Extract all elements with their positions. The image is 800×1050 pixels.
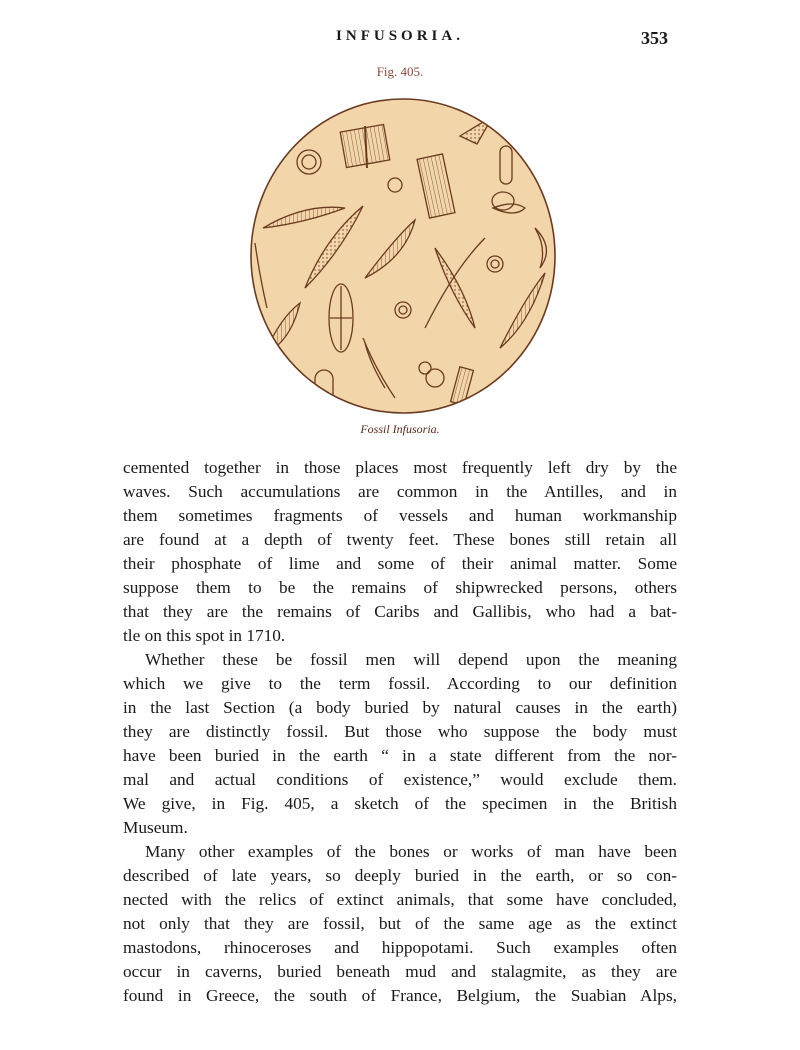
text-line: they are distinctly fossil. But those who suppose the body must [123, 722, 677, 741]
page-number: 353 [641, 28, 668, 48]
microscope-field [251, 99, 555, 413]
text-line: Many other examples of the bones or works of man have been [145, 842, 677, 861]
paragraph-2 [123, 648, 677, 840]
text-line: mal and actual conditions of existence,” would exclude them. [123, 770, 677, 789]
text-line: Whether these be fossil men will depend upon the meaning [145, 650, 677, 669]
text-line: which we give to the term fossil. According to our definition [123, 674, 677, 693]
text-line: found in Greece, the south of France, Belgium, the Suabian Alps, [123, 986, 677, 1005]
text-line: nected with the relics of extinct animals, that some have concluded, [123, 890, 677, 909]
text-line: cemented together in those places most frequently left dry by the [123, 458, 677, 477]
text-line: occur in caverns, buried beneath mud and stalagmite, as they are [123, 962, 677, 981]
text-line: We give, in Fig. 405, a sketch of the specimen in the British [123, 794, 677, 813]
figure-caption: Fossil Infusoria. [360, 422, 440, 436]
text-line: suppose them to be the remains of shipwrecked persons, others [123, 578, 677, 597]
fossil-infusoria-illustration [245, 88, 565, 418]
text-line: their phosphate of lime and some of their animal matter. Some [123, 554, 677, 573]
text-line: described of late years, so deeply buried in the earth, or so con- [123, 866, 677, 885]
text-line: mastodons, rhinoceroses and hippopotami. Such examples often [123, 938, 677, 957]
text-line: in the last Section (a body buried by natural causes in the earth) [123, 698, 677, 717]
paragraph-3 [123, 840, 677, 1008]
body-text [123, 456, 677, 1008]
text-line: them sometimes fragments of vessels and human workmanship [123, 506, 677, 525]
text-line: are found at a depth of twenty feet. These bones still retain all [123, 530, 677, 549]
text-line: that they are the remains of Caribs and Gallibis, who had a bat- [123, 602, 677, 621]
paragraph-1 [123, 456, 677, 648]
figure-label: Fig. 405. [376, 64, 424, 79]
text-line: have been buried in the earth “ in a state different from the nor- [123, 746, 677, 765]
text-line: Museum. [123, 818, 188, 837]
striated-rectangle-diatom [340, 124, 390, 168]
running-header: INFUSORIA. [336, 28, 464, 44]
microscope-view-svg [245, 88, 565, 418]
text-line: waves. Such accumulations are common in the Antilles, and in [123, 482, 677, 501]
text-line: tle on this spot in 1710. [123, 626, 286, 645]
text-line: not only that they are fossil, but of the same age as the extinct [123, 914, 677, 933]
